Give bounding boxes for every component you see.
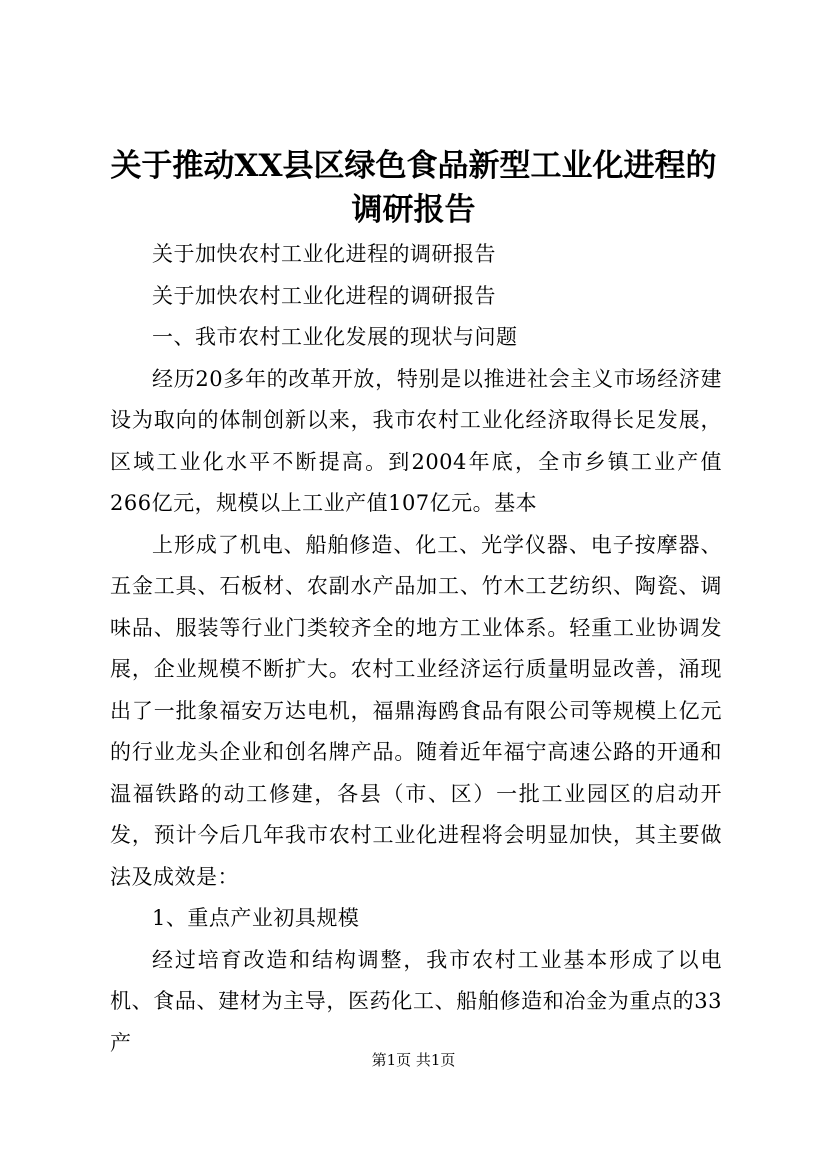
document-title: 关于推动XX县区绿色食品新型工业化进程的调研报告 — [110, 148, 717, 228]
section-heading: 一、我市农村工业化发展的现状与问题 — [152, 325, 518, 349]
paragraph: 经过培育改造和结构调整，我市农村工业基本形成了以电机、食品、建材为主导，医药化工、船舶修造和冶金为重点的33产 — [110, 947, 722, 1055]
paragraph: 关于加快农村工业化进程的调研报告 — [152, 283, 496, 308]
document-body — [110, 234, 722, 1064]
paragraph: 经历20多年的改革开放，特别是以推进社会主义市场经济建设为取向的体制创新以来，我市农村工业化经济取得长足发展，区域工业化水平不断提高。到2004年底，全市乡镇工业产值266亿元，规模以上工业产值107亿元。基本 — [110, 366, 722, 515]
paragraph: 上形成了机电、船舶修造、化工、光学仪器、电子按摩器、五金工具、石板材、农副水产品加工、竹木工艺纺织、陶瓷、调味品、服装等行业门类较齐全的地方工业体系。轻重工业协调发展，企业规模不断扩大。农村工业经济运行质量明显改善，涌现出了一批象福安万达电机，福鼎海鸥食品有限公司等规模上亿元的行业龙头企业和创名牌产品。随着近年福宁高速公路的开通和温福铁路的动工修建，各县（市、区）一批工业园区的启动开发，预计今后几年我市农村工业化进程将会明显加快，其主要做法及成效是： — [110, 532, 722, 889]
paragraph: 关于加快农村工业化进程的调研报告 — [152, 242, 496, 266]
subsection-heading: 1、重点产业初具规模 — [152, 906, 360, 930]
page-number-footer: 第1页 共1页 — [371, 1051, 456, 1069]
